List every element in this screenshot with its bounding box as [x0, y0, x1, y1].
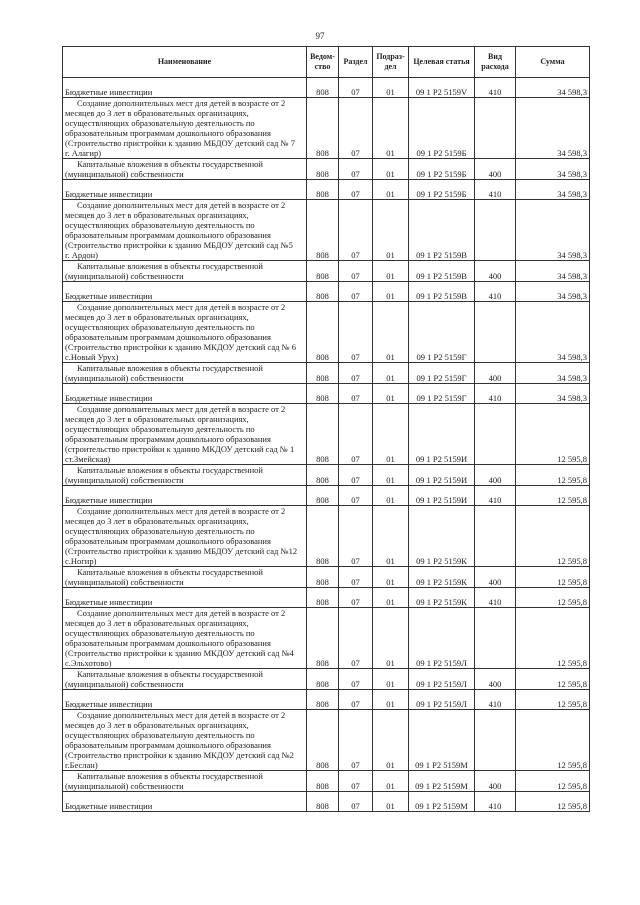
- page-number: 97: [315, 31, 325, 41]
- expense-type-cell: 400: [475, 363, 516, 384]
- table-row: [63, 771, 590, 792]
- target-article-cell: 09 1 Р2 5159И: [409, 486, 475, 506]
- section-cell: 07: [339, 506, 373, 567]
- name-cell: Капитальные вложения в объекты государственной (муниципальной) собственности: [63, 567, 307, 588]
- table-row: [63, 159, 590, 180]
- table-row: [63, 261, 590, 282]
- section-cell: 07: [339, 78, 373, 98]
- subsection-cell: 01: [373, 98, 409, 159]
- table-header: [63, 47, 590, 78]
- table-row: [63, 465, 590, 486]
- section-cell: 07: [339, 710, 373, 771]
- department-cell: 808: [307, 98, 339, 159]
- expense-type-cell: [475, 302, 516, 363]
- section-cell: 07: [339, 363, 373, 384]
- table-row: [63, 669, 590, 690]
- subsection-cell: 01: [373, 384, 409, 404]
- name-cell: Создание дополнительных мест для детей в возрасте от 2 месяцев до 3 лет в образовательных организациях, осуществляющих образовательную деятельность по образовательным программам дошкольного образования (строительство пристройки к зданию МКДОУ детский сад № 1 ст.Змейская): [63, 404, 307, 465]
- subsection-cell: 01: [373, 710, 409, 771]
- expense-type-cell: [475, 506, 516, 567]
- amount-cell: 34 598,3: [516, 78, 590, 98]
- amount-cell: 34 598,3: [516, 98, 590, 159]
- name-cell: Бюджетные инвестиции: [63, 792, 307, 812]
- amount-cell: 12 595,8: [516, 588, 590, 608]
- subsection-cell: 01: [373, 302, 409, 363]
- section-cell: 07: [339, 771, 373, 792]
- header-expense-type: Вид расхода: [475, 47, 516, 78]
- name-cell: Создание дополнительных мест для детей в возрасте от 2 месяцев до 3 лет в образовательных организациях, осуществляющих образовательную деятельность по образовательным программам дошкольного образования (Строительство пристройки к зданию МКДОУ детский сад № 6 с.Новый Урух): [63, 302, 307, 363]
- name-cell: Бюджетные инвестиции: [63, 486, 307, 506]
- table-row: [63, 282, 590, 302]
- table-row: [63, 180, 590, 200]
- name-cell: Капитальные вложения в объекты государственной (муниципальной) собственности: [63, 771, 307, 792]
- expense-type-cell: [475, 710, 516, 771]
- header-subsection: Подраз- дел: [373, 47, 409, 78]
- target-article-cell: 09 1 Р2 5159Б: [409, 180, 475, 200]
- department-cell: 808: [307, 282, 339, 302]
- amount-cell: 34 598,3: [516, 200, 590, 261]
- subsection-cell: 01: [373, 588, 409, 608]
- header-section: Раздел: [339, 47, 373, 78]
- name-cell: Бюджетные инвестиции: [63, 180, 307, 200]
- section-cell: 07: [339, 608, 373, 669]
- name-cell: Создание дополнительных мест для детей в возрасте от 2 месяцев до 3 лет в образовательных организациях, осуществляющих образовательную деятельность по образовательным программам дошкольного образования (Строительство пристройки к зданию МБДОУ детский сад № 7 г. Алагир): [63, 98, 307, 159]
- subsection-cell: 01: [373, 486, 409, 506]
- section-cell: 07: [339, 690, 373, 710]
- expense-type-cell: 400: [475, 567, 516, 588]
- amount-cell: 34 598,3: [516, 180, 590, 200]
- subsection-cell: 01: [373, 567, 409, 588]
- target-article-cell: 09 1 Р2 5159В: [409, 200, 475, 261]
- section-cell: 07: [339, 404, 373, 465]
- amount-cell: 34 598,3: [516, 159, 590, 180]
- amount-cell: 34 598,3: [516, 261, 590, 282]
- amount-cell: 12 595,8: [516, 710, 590, 771]
- section-cell: 07: [339, 180, 373, 200]
- subsection-cell: 01: [373, 792, 409, 812]
- name-cell: Бюджетные инвестиции: [63, 78, 307, 98]
- name-cell: Создание дополнительных мест для детей в возрасте от 2 месяцев до 3 лет в образовательных организациях, осуществляющих образовательную деятельность по образовательным программам дошкольного образования (Строительство пристройки к зданию МКДОУ детский сад №2 г.Беслан): [63, 710, 307, 771]
- target-article-cell: 09 1 Р2 5159К: [409, 506, 475, 567]
- subsection-cell: 01: [373, 506, 409, 567]
- table-row: [63, 710, 590, 771]
- name-cell: Создание дополнительных мест для детей в возрасте от 2 месяцев до 3 лет в образовательных организациях, осуществляющих образовательную деятельность по образовательным программам дошкольного образования (Строительство пристройки к зданию МБДОУ детский сад №5 г. Ардон): [63, 200, 307, 261]
- department-cell: 808: [307, 710, 339, 771]
- subsection-cell: 01: [373, 608, 409, 669]
- target-article-cell: 09 1 Р2 5159V: [409, 78, 475, 98]
- table-row: [63, 588, 590, 608]
- name-cell: Капитальные вложения в объекты государственной (муниципальной) собственности: [63, 363, 307, 384]
- target-article-cell: 09 1 Р2 5159Г: [409, 384, 475, 404]
- department-cell: 808: [307, 588, 339, 608]
- table-row: [63, 404, 590, 465]
- expense-type-cell: 410: [475, 78, 516, 98]
- department-cell: 808: [307, 302, 339, 363]
- department-cell: 808: [307, 506, 339, 567]
- expense-type-cell: 400: [475, 159, 516, 180]
- department-cell: 808: [307, 404, 339, 465]
- name-cell: Бюджетные инвестиции: [63, 690, 307, 710]
- section-cell: 07: [339, 588, 373, 608]
- name-cell: Создание дополнительных мест для детей в возрасте от 2 месяцев до 3 лет в образовательных организациях, осуществляющих образовательную деятельность по образовательным программам дошкольного образования (Строительство пристройки к зданию МБДОУ детский сад №12 с.Ногир): [63, 506, 307, 567]
- target-article-cell: 09 1 Р2 5159К: [409, 588, 475, 608]
- target-article-cell: 09 1 Р2 5159И: [409, 404, 475, 465]
- department-cell: 808: [307, 200, 339, 261]
- target-article-cell: 09 1 Р2 5159И: [409, 465, 475, 486]
- expense-type-cell: 400: [475, 669, 516, 690]
- section-cell: 07: [339, 465, 373, 486]
- budget-table: [62, 46, 590, 812]
- section-cell: 07: [339, 792, 373, 812]
- subsection-cell: 01: [373, 404, 409, 465]
- subsection-cell: 01: [373, 180, 409, 200]
- header-amount: Сумма: [516, 47, 590, 78]
- name-cell: Капитальные вложения в объекты государственной (муниципальной) собственности: [63, 669, 307, 690]
- table-row: [63, 608, 590, 669]
- table-row: [63, 506, 590, 567]
- section-cell: 07: [339, 669, 373, 690]
- subsection-cell: 01: [373, 465, 409, 486]
- amount-cell: 34 598,3: [516, 282, 590, 302]
- amount-cell: 12 595,8: [516, 690, 590, 710]
- department-cell: 808: [307, 363, 339, 384]
- amount-cell: 34 598,3: [516, 363, 590, 384]
- table-row: [63, 302, 590, 363]
- target-article-cell: 09 1 Р2 5159Л: [409, 669, 475, 690]
- expense-type-cell: 400: [475, 465, 516, 486]
- expense-type-cell: 410: [475, 384, 516, 404]
- section-cell: 07: [339, 486, 373, 506]
- amount-cell: 12 595,8: [516, 486, 590, 506]
- department-cell: 808: [307, 567, 339, 588]
- amount-cell: 34 598,3: [516, 302, 590, 363]
- expense-type-cell: 410: [475, 486, 516, 506]
- subsection-cell: 01: [373, 261, 409, 282]
- amount-cell: 12 595,8: [516, 771, 590, 792]
- department-cell: 808: [307, 159, 339, 180]
- expense-type-cell: 410: [475, 792, 516, 812]
- header-target-article: Целевая статья: [409, 47, 475, 78]
- name-cell: Бюджетные инвестиции: [63, 282, 307, 302]
- table-row: [63, 690, 590, 710]
- name-cell: Бюджетные инвестиции: [63, 384, 307, 404]
- target-article-cell: 09 1 Р2 5159Г: [409, 302, 475, 363]
- expense-type-cell: 400: [475, 771, 516, 792]
- section-cell: 07: [339, 98, 373, 159]
- expense-type-cell: 410: [475, 690, 516, 710]
- target-article-cell: 09 1 Р2 5159Л: [409, 690, 475, 710]
- table-row: [63, 486, 590, 506]
- amount-cell: 12 595,8: [516, 567, 590, 588]
- amount-cell: 12 595,8: [516, 792, 590, 812]
- amount-cell: 12 595,8: [516, 404, 590, 465]
- target-article-cell: 09 1 Р2 5159В: [409, 282, 475, 302]
- amount-cell: 12 595,8: [516, 506, 590, 567]
- department-cell: 808: [307, 669, 339, 690]
- table-row: [63, 200, 590, 261]
- subsection-cell: 01: [373, 200, 409, 261]
- section-cell: 07: [339, 302, 373, 363]
- expense-type-cell: 400: [475, 261, 516, 282]
- name-cell: Капитальные вложения в объекты государственной (муниципальной) собственности: [63, 261, 307, 282]
- department-cell: 808: [307, 690, 339, 710]
- subsection-cell: 01: [373, 78, 409, 98]
- name-cell: Капитальные вложения в объекты государственной (муниципальной) собственности: [63, 159, 307, 180]
- table-row: [63, 98, 590, 159]
- target-article-cell: 09 1 Р2 5159Л: [409, 608, 475, 669]
- target-article-cell: 09 1 Р2 5159Г: [409, 363, 475, 384]
- target-article-cell: 09 1 Р2 5159М: [409, 792, 475, 812]
- table-row: [63, 567, 590, 588]
- header-row: [63, 47, 590, 78]
- target-article-cell: 09 1 Р2 5159М: [409, 710, 475, 771]
- amount-cell: 12 595,8: [516, 669, 590, 690]
- target-article-cell: 09 1 Р2 5159М: [409, 771, 475, 792]
- section-cell: 07: [339, 384, 373, 404]
- header-name: Наименование: [63, 47, 307, 78]
- amount-cell: 34 598,3: [516, 384, 590, 404]
- expense-type-cell: [475, 98, 516, 159]
- department-cell: 808: [307, 771, 339, 792]
- department-cell: 808: [307, 78, 339, 98]
- expense-type-cell: 410: [475, 588, 516, 608]
- department-cell: 808: [307, 486, 339, 506]
- target-article-cell: 09 1 Р2 5159В: [409, 261, 475, 282]
- header-department: Ведом- ство: [307, 47, 339, 78]
- department-cell: 808: [307, 384, 339, 404]
- table-body: [63, 78, 590, 812]
- name-cell: Бюджетные инвестиции: [63, 588, 307, 608]
- table-row: [63, 792, 590, 812]
- subsection-cell: 01: [373, 363, 409, 384]
- target-article-cell: 09 1 Р2 5159К: [409, 567, 475, 588]
- subsection-cell: 01: [373, 669, 409, 690]
- expense-type-cell: 410: [475, 282, 516, 302]
- name-cell: Капитальные вложения в объекты государственной (муниципальной) собственности: [63, 465, 307, 486]
- table-row: [63, 78, 590, 98]
- expense-type-cell: [475, 608, 516, 669]
- subsection-cell: 01: [373, 771, 409, 792]
- subsection-cell: 01: [373, 690, 409, 710]
- department-cell: 808: [307, 261, 339, 282]
- section-cell: 07: [339, 200, 373, 261]
- target-article-cell: 09 1 Р2 5159Б: [409, 98, 475, 159]
- section-cell: 07: [339, 159, 373, 180]
- section-cell: 07: [339, 282, 373, 302]
- name-cell: Создание дополнительных мест для детей в возрасте от 2 месяцев до 3 лет в образовательных организациях, осуществляющих образовательную деятельность по образовательным программам дошкольного образования (Строительство пристройки к зданию МКДОУ детский сад №4 с.Эльхотово): [63, 608, 307, 669]
- section-cell: 07: [339, 567, 373, 588]
- target-article-cell: 09 1 Р2 5159Б: [409, 159, 475, 180]
- section-cell: 07: [339, 261, 373, 282]
- expense-type-cell: [475, 200, 516, 261]
- department-cell: 808: [307, 792, 339, 812]
- subsection-cell: 01: [373, 282, 409, 302]
- amount-cell: 12 595,8: [516, 465, 590, 486]
- department-cell: 808: [307, 180, 339, 200]
- table-row: [63, 384, 590, 404]
- expense-type-cell: [475, 404, 516, 465]
- expense-type-cell: 410: [475, 180, 516, 200]
- subsection-cell: 01: [373, 159, 409, 180]
- department-cell: 808: [307, 608, 339, 669]
- amount-cell: 12 595,8: [516, 608, 590, 669]
- department-cell: 808: [307, 465, 339, 486]
- table-row: [63, 363, 590, 384]
